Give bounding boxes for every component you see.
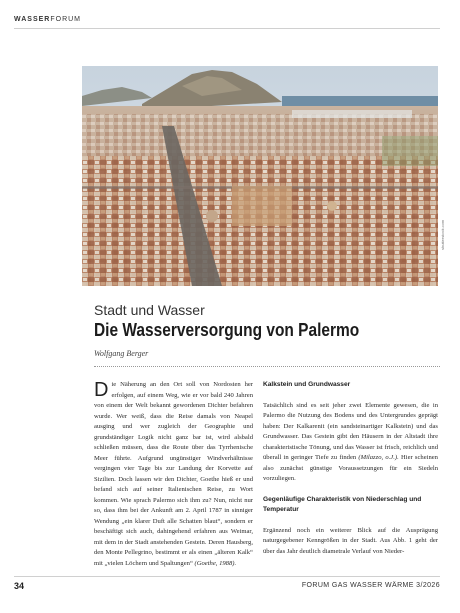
article-kicker: Stadt und Wasser <box>94 302 205 318</box>
left-column <box>94 380 253 569</box>
intro-citation: (Goethe, 1988). <box>194 559 237 567</box>
intro-text: ie Näherung an den Ort soll von Nordosten her erfolgen, auf einem Weg, wie er vor bald 240 Jahren von einem der Welt bekannt gewordenen Dichter befahren wurde. Wer weiß, dass die Reise damals von Neapel ausging und wer zugleich der Geographie und grundständiger Logik nicht ganz bar ist, wird alsbald schließen müssen, dass die Route über das Tyrrhenische Meer führte. Aufgrund ungünstiger Windverhältnisse vergingen vier Tage bis zur Landung der Korvette auf Sizilien. Doch lassen wir den Dichter, Goethe hieß er und befand sich auf seiner Italienischen Reise, zu Wort kommen. Wie sprach Palermo sich ihm zu? Nun, nicht nur so, dass ihm bei der Ankunft am 2. April 1787 in sinniger Wendung „ein klarer Duft alle Schatten blaut“, sondern er beschäftigt sich auch, dahingehend erfahren aus Weimar, mit dem in der Stadt anstehenden Gestein. Deren Hausberg, den Monte Pellegrino, bestimmt er als einen „älteren Kalk“ mit „vielen Löchern und Spaltungen“ <box>94 381 253 567</box>
right-column <box>263 380 438 557</box>
footer-divider <box>14 576 440 577</box>
palermo-aerial-photo <box>82 66 438 286</box>
photo-credit: shutterstock.com <box>440 219 445 250</box>
journal-name: FORUM GAS WASSER WÄRME 3/2026 <box>301 582 440 589</box>
section-header-rest: FORUM <box>50 16 82 23</box>
drop-cap: D <box>94 379 109 401</box>
page-number: 34 <box>14 581 25 591</box>
subheading-niederschlag: Gegenläufige Charakteristik von Niederschlag und Temperatur <box>263 495 422 513</box>
article-author: Wolfgang Berger <box>94 349 149 358</box>
kalkstein-text-b: Hier scheinen also zunächst günstige Voraussetzungen für ein Siedeln vorzuliegen. <box>263 454 438 482</box>
kalkstein-citation: (Milazzo, o.J.). <box>358 454 399 461</box>
kalkstein-text-a: Tatsächlich sind es seit jeher zwei Elemente gewesen, die in Palermo die Nutzung des Bodens und des Untergrundes geprägt haben: Der Kalkarenit (ein sandsteinartiger Kalkstein) und das Grundwasser. Das Gestein gibt den Häusern in der Altstadt ihre charakteristische Tönung, und das Wasser ist frisch, reichlich und überall in geringer Tiefe zu finden <box>263 401 438 461</box>
header-divider <box>14 28 440 29</box>
intro-paragraph <box>94 380 253 569</box>
byline-divider <box>94 366 440 367</box>
niederschlag-paragraph: Ergänzend noch ein weiterer Blick auf die Ausprägung naturgegebener Kenngrößen in der Stadt. Aus Abb. 1 geht der über das Jahr deutlich diametrale Verlauf von Nieder- <box>263 526 438 555</box>
article-title: Die Wasserversorgung von Palermo <box>94 320 360 340</box>
section-header-bold: WASSER <box>14 16 51 23</box>
kalkstein-paragraph <box>263 401 438 485</box>
section-header <box>14 16 81 23</box>
subheading-kalkstein: Kalkstein und Grundwasser <box>263 381 351 388</box>
